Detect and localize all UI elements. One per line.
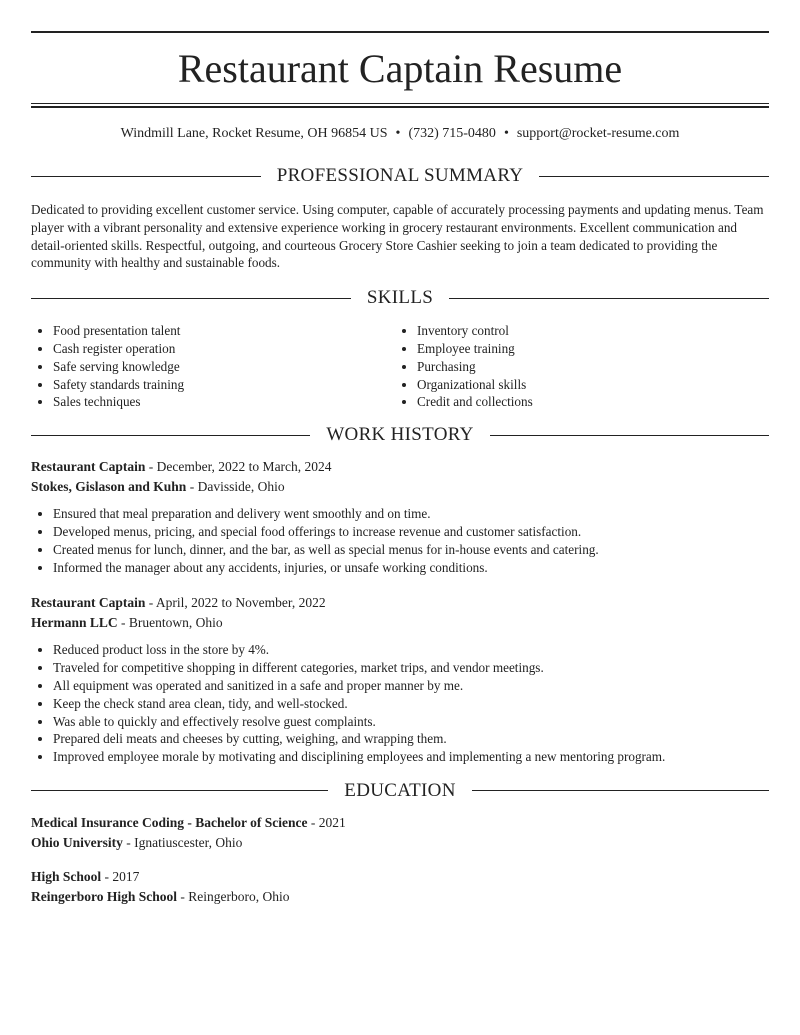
education-school-line — [31, 887, 769, 907]
job-duty: • Keep the check stand area clean, tidy, and well-stocked. — [53, 695, 769, 713]
education-degree-line — [31, 867, 769, 887]
resume-title: Restaurant Captain Resume — [177, 46, 623, 91]
skill-item: • Sales techniques — [53, 393, 400, 411]
job-duty: • Was able to quickly and effectively resolve guest complaints. — [53, 713, 769, 731]
education-year: - 2021 — [307, 814, 346, 830]
skill-item: • Purchasing — [417, 358, 769, 376]
job-entry — [31, 457, 769, 576]
education-degree-line — [31, 813, 769, 833]
work-heading: WORK HISTORY — [326, 424, 474, 446]
education-school: Reingerboro High School — [31, 888, 178, 904]
work-section-header — [31, 423, 769, 447]
job-duty: • Improved employee morale by motivating and disciplining employees and implementing a new mentoring program. — [53, 748, 769, 766]
skills-list — [31, 322, 769, 411]
job-duty: • Ensured that meal preparation and delivery went smoothly and on time. — [53, 505, 769, 523]
education-entry — [31, 867, 769, 907]
job-company: Hermann LLC — [31, 615, 118, 631]
contact-line — [31, 125, 769, 143]
skills-section-header — [31, 286, 769, 310]
contact-phone[interactable]: (732) 715-0480 — [408, 126, 496, 141]
skill-item: • Food presentation talent — [53, 322, 400, 340]
job-duty: • Prepared deli meats and cheeses by cutting, weighing, and wrapping them. — [53, 730, 769, 748]
contact-separator: • — [503, 126, 509, 141]
section-rule-right — [449, 298, 769, 299]
contact-address: Windmill Lane, Rocket Resume, OH 96854 US — [120, 126, 388, 141]
section-rule-left — [31, 176, 261, 177]
education-year: - 2017 — [101, 868, 140, 884]
job-duties — [31, 641, 769, 766]
education-school: Ohio University — [31, 834, 123, 850]
education-section-header — [31, 779, 769, 803]
section-rule-left — [31, 298, 351, 299]
job-title: Restaurant Captain — [31, 459, 146, 475]
job-company: Stokes, Gislason and Kuhn — [31, 479, 187, 495]
job-duties — [31, 505, 769, 576]
job-location: - Bruentown, Ohio — [117, 615, 223, 631]
education-entry — [31, 813, 769, 853]
education-heading: EDUCATION — [344, 779, 456, 801]
skill-item: • Safety standards training — [53, 376, 400, 394]
job-duty: • Informed the manager about any accidents, injuries, or unsafe working conditions. — [53, 559, 769, 577]
title-double-rule — [31, 103, 769, 108]
section-rule-right — [472, 790, 769, 791]
skill-item: • Cash register operation — [53, 340, 400, 358]
section-rule-right — [490, 435, 769, 436]
job-duty: • Traveled for competitive shopping in different categories, market trips, and vendor meetings. — [53, 659, 769, 677]
skill-item: • Safe serving knowledge — [53, 358, 400, 376]
skill-item: • Employee training — [417, 340, 769, 358]
job-company-line — [31, 477, 769, 497]
job-title-line — [31, 593, 769, 613]
skills-column-left — [31, 322, 400, 411]
job-company-line — [31, 613, 769, 633]
contact-email[interactable]: support@rocket-resume.com — [516, 126, 680, 141]
job-title: Restaurant Captain — [31, 595, 146, 611]
summary-section-header — [31, 164, 769, 188]
resume-page — [31, 0, 769, 907]
summary-text: Dedicated to providing excellent customer service. Using computer, capable of accurately processing payments and updating menus. Team player with a vibrant personality and extensive experience working in grocery restaurant environments. Excellent communication and detail-oriented skills. Respectful, outgoing, and courteous Grocery Store Cashier seeking to join a team dedicated to providing the community with healthy and sustainable foods. — [31, 202, 764, 271]
skill-item: • Organizational skills — [417, 376, 769, 394]
summary-heading: PROFESSIONAL SUMMARY — [276, 165, 524, 186]
skills-column-right — [400, 322, 769, 411]
education-location: - Reingerboro, Ohio — [177, 888, 290, 904]
job-duty: • Developed menus, pricing, and special food offerings to increase revenue and customer satisfaction. — [53, 523, 769, 541]
job-duty: • All equipment was operated and sanitized in a safe and proper manner by me. — [53, 677, 769, 695]
job-dates: - April, 2022 to November, 2022 — [145, 595, 326, 611]
job-title-line — [31, 457, 769, 477]
job-dates: - December, 2022 to March, 2024 — [145, 459, 332, 475]
job-entry — [31, 593, 769, 766]
job-location: - Davisside, Ohio — [186, 479, 285, 495]
contact-separator: • — [395, 126, 401, 141]
education-location: - Ignatiuscester, Ohio — [122, 834, 243, 850]
section-rule-left — [31, 435, 310, 436]
section-rule-left — [31, 790, 328, 791]
job-duty: • Created menus for lunch, dinner, and the bar, as well as special menus for in-house events and catering. — [53, 541, 769, 559]
job-duty: • Reduced product loss in the store by 4%. — [53, 641, 769, 659]
skill-item: • Credit and collections — [417, 393, 769, 411]
section-rule-right — [539, 176, 769, 177]
education-degree: Medical Insurance Coding - Bachelor of Science — [31, 814, 308, 830]
education-school-line — [31, 833, 769, 853]
skill-item: • Inventory control — [417, 322, 769, 340]
skills-heading: SKILLS — [366, 287, 434, 309]
education-degree: High School — [31, 868, 102, 884]
